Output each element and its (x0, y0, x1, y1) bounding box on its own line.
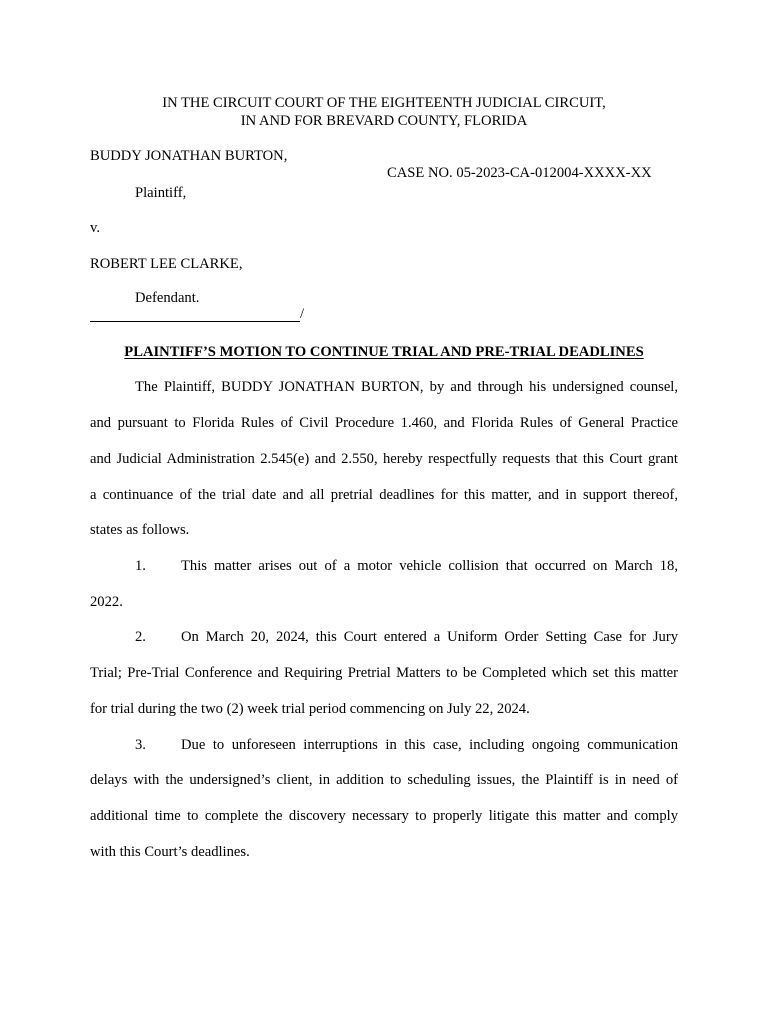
paragraph-line: for trial during the two (2) week trial period commencing on July 22, 2024. (90, 701, 530, 717)
court-heading-line-2: IN AND FOR BREVARD COUNTY, FLORIDA (240, 113, 528, 129)
intro-line: and pursuant to Florida Rules of Civil Procedure 1.460, and Florida Rules of General Practice (90, 415, 678, 431)
paragraph-line: This matter arises out of a motor vehicle collision that occurred on March 18, (181, 558, 678, 574)
caption-rule-slash: / (300, 306, 305, 322)
paragraph-line: additional time to complete the discovery necessary to properly litigate this matter and comply (90, 808, 678, 824)
plaintiff-name: BUDDY JONATHAN BURTON, (90, 148, 288, 164)
caption-rule (90, 321, 300, 322)
paragraph-line: On March 20, 2024, this Court entered a Uniform Order Setting Case for Jury (181, 629, 678, 645)
intro-line: a continuance of the trial date and all pretrial deadlines for this matter, and in support thereof, (90, 487, 678, 503)
paragraph-line: Due to unforeseen interruptions in this case, including ongoing communication (181, 737, 678, 753)
plaintiff-role: Plaintiff, (135, 185, 187, 201)
versus: v. (90, 220, 100, 236)
defendant-name: ROBERT LEE CLARKE, (90, 256, 243, 272)
paragraph-line: Trial; Pre-Trial Conference and Requiring Pretrial Matters to be Completed which set this matter (90, 665, 678, 681)
case-number: CASE NO. 05-2023-CA-012004-XXXX-XX (387, 165, 652, 181)
paragraph-line: delays with the undersigned’s client, in addition to scheduling issues, the Plaintiff is in need of (90, 772, 678, 788)
defendant-role: Defendant. (135, 290, 200, 306)
paragraph-line: 2022. (90, 594, 123, 610)
court-heading-line-1: IN THE CIRCUIT COURT OF THE EIGHTEENTH JUDICIAL CIRCUIT, (162, 95, 606, 111)
motion-title: PLAINTIFF’S MOTION TO CONTINUE TRIAL AND PRE-TRIAL DEADLINES (124, 344, 644, 360)
intro-line: states as follows. (90, 522, 190, 538)
paragraph-number: 3. (135, 737, 146, 753)
intro-line: The Plaintiff, BUDDY JONATHAN BURTON, by and through his undersigned counsel, (135, 379, 678, 395)
paragraph-number: 1. (135, 558, 146, 574)
paragraph-line: with this Court’s deadlines. (90, 844, 250, 860)
paragraph-number: 2. (135, 629, 146, 645)
intro-line: and Judicial Administration 2.545(e) and 2.550, hereby respectfully requests that this Court grant (90, 451, 678, 467)
